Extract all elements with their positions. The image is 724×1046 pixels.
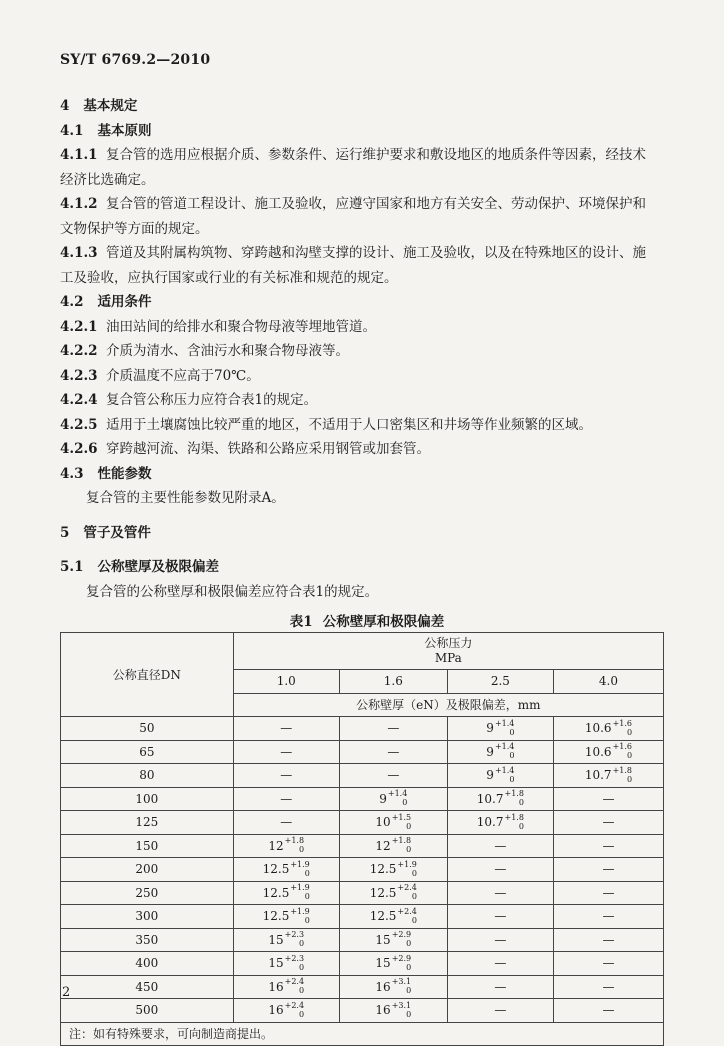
table-header-row	[61, 633, 664, 670]
dn-cell: 200	[61, 858, 234, 882]
lower-deviation: 0	[406, 939, 412, 949]
thickness-cell	[233, 834, 339, 858]
spacer	[60, 511, 674, 521]
thickness-header: 公称壁厚（eN）及极限偏差，mm	[233, 693, 663, 717]
lower-deviation: 0	[402, 798, 408, 808]
thickness-cell	[233, 928, 339, 952]
thickness-cell	[339, 999, 447, 1023]
thickness-cell	[447, 905, 553, 929]
section-heading	[60, 555, 674, 580]
lower-deviation: 0	[406, 821, 412, 831]
dn-cell: 450	[61, 975, 234, 999]
nominal-thickness: 15	[375, 932, 391, 947]
empty-mark: —	[602, 979, 615, 994]
table-row	[61, 717, 664, 741]
standard-code: SY/T 6769.2—2010	[60, 52, 211, 68]
table-row	[61, 999, 664, 1023]
nominal-thickness: 9	[486, 721, 494, 736]
thickness-cell	[339, 764, 447, 788]
thickness-value	[268, 977, 305, 996]
thickness-cell	[553, 811, 663, 835]
clause	[60, 241, 674, 266]
section-text: 基本原则	[97, 122, 152, 139]
lower-deviation: 0	[299, 845, 305, 855]
thickness-cell	[447, 717, 553, 741]
nominal-thickness: 12.5	[369, 885, 397, 900]
pressure-value: 1.6	[339, 670, 447, 694]
thickness-cell	[553, 717, 663, 741]
dn-cell: 50	[61, 717, 234, 741]
thickness-cell	[233, 764, 339, 788]
nominal-thickness: 12.5	[262, 862, 290, 877]
clause	[60, 315, 674, 340]
body-text	[60, 94, 674, 634]
lower-deviation: 0	[299, 986, 305, 996]
section-heading	[60, 462, 674, 487]
section-text: 油田站间的给排水和聚合物母液等埋地管道。	[106, 318, 376, 335]
clause	[60, 437, 674, 462]
upper-deviation: +1.4	[494, 742, 515, 752]
section-text: 介质为清水、含油污水和聚合物母液等。	[106, 343, 349, 359]
nominal-thickness: 16	[268, 979, 284, 994]
section-text: 介质温度不应高于70℃。	[106, 367, 260, 384]
upper-deviation: +1.8	[284, 836, 305, 846]
thickness-value	[375, 977, 412, 996]
section-number: 4.1.3	[60, 245, 98, 261]
table-row	[61, 764, 664, 788]
thickness-value	[476, 789, 525, 808]
page-number: 2	[62, 985, 71, 1000]
thickness-cell	[447, 928, 553, 952]
thickness-cell	[339, 928, 447, 952]
upper-deviation: +3.1	[391, 1000, 412, 1010]
section-text: 复合管的主要性能参数见附录A。	[86, 490, 285, 506]
empty-mark: —	[494, 932, 507, 947]
upper-deviation: +2.3	[284, 930, 305, 940]
table-row	[61, 952, 664, 976]
section-number: 4.1.1	[60, 147, 98, 163]
thickness-cell	[553, 858, 663, 882]
thickness-cell	[339, 787, 447, 811]
section-text: 复合管的选用应根据介质、参数条件、运行维护要求和敷设地区的地质条件等因素，经技术	[106, 147, 646, 163]
lower-deviation: 0	[411, 868, 417, 878]
thickness-value	[268, 930, 305, 949]
lower-deviation: 0	[299, 962, 305, 972]
nominal-thickness: 12	[268, 838, 284, 853]
section-number: 4.3	[60, 465, 84, 482]
thickness-value	[369, 859, 417, 878]
section-text: 穿跨越河流、沟渠、铁路和公路应采用钢管或加套管。	[106, 441, 430, 457]
thickness-cell	[233, 811, 339, 835]
empty-mark: —	[602, 815, 615, 830]
dn-cell: 500	[61, 999, 234, 1023]
clause	[60, 339, 674, 364]
table-row	[61, 881, 664, 905]
table-row	[61, 905, 664, 929]
empty-mark: —	[602, 885, 615, 900]
nominal-thickness: 9	[486, 768, 494, 783]
thickness-cell	[339, 740, 447, 764]
upper-deviation: +1.8	[612, 765, 632, 775]
table-row	[61, 834, 664, 858]
empty-mark: —	[494, 838, 507, 853]
pressure-label: 公称压力	[424, 636, 473, 650]
thickness-cell	[447, 834, 553, 858]
clause-continuation: 文物保护等方面的规定。	[60, 220, 209, 237]
lower-deviation: 0	[304, 915, 310, 925]
empty-mark: —	[494, 885, 507, 900]
clause	[60, 388, 674, 413]
thickness-value	[375, 1000, 412, 1019]
section-text: 基本规定	[83, 98, 138, 114]
dn-cell: 300	[61, 905, 234, 929]
upper-deviation: +2.4	[397, 906, 417, 916]
section-number: 5.1	[60, 559, 84, 575]
section-heading	[60, 521, 674, 546]
section-number: 4.2.1	[60, 318, 98, 335]
upper-deviation: +1.6	[612, 718, 632, 728]
nominal-thickness: 10.6	[584, 721, 612, 736]
thickness-cell	[233, 858, 339, 882]
thickness-value	[486, 742, 515, 761]
thickness-cell	[233, 975, 339, 999]
empty-mark: —	[602, 909, 615, 924]
upper-deviation: +2.9	[391, 953, 412, 963]
dn-cell: 65	[61, 740, 234, 764]
lower-deviation: 0	[627, 751, 633, 761]
thickness-value	[584, 718, 633, 737]
lower-deviation: 0	[509, 774, 515, 784]
dn-cell: 250	[61, 881, 234, 905]
lower-deviation: 0	[406, 962, 412, 972]
thickness-cell	[553, 764, 663, 788]
upper-deviation: +1.6	[612, 742, 632, 752]
table-note: 注：如有特殊要求，可向制造商提出。	[61, 1022, 664, 1046]
table-row	[61, 928, 664, 952]
clause-continuation: 经济比选确定。	[60, 171, 155, 188]
thickness-cell	[339, 834, 447, 858]
spacer	[60, 545, 674, 555]
thickness-value	[486, 718, 515, 737]
nominal-thickness: 16	[375, 1003, 391, 1018]
lower-deviation: 0	[518, 798, 525, 808]
upper-deviation: +2.9	[391, 930, 412, 940]
section-text: 管道及其附属构筑物、穿跨越和沟壁支撑的设计、施工及验收，以及在特殊地区的设计、施	[106, 245, 646, 261]
lower-deviation: 0	[518, 821, 525, 831]
empty-mark: —	[602, 838, 615, 853]
empty-mark: —	[494, 909, 507, 924]
section-number: 4.2.3	[60, 367, 98, 384]
section-number: 4.1	[60, 122, 84, 139]
upper-deviation: +1.9	[290, 859, 310, 869]
table-number: 表1	[289, 614, 313, 630]
thickness-value	[379, 789, 408, 808]
nominal-thickness: 12.5	[369, 862, 397, 877]
upper-deviation: +1.9	[290, 883, 310, 893]
lower-deviation: 0	[509, 751, 515, 761]
section-number: 4.2.6	[60, 441, 98, 457]
empty-mark: —	[280, 791, 293, 806]
thickness-value	[476, 812, 525, 831]
lower-deviation: 0	[299, 939, 305, 949]
empty-mark: —	[387, 721, 400, 736]
upper-deviation: +2.4	[397, 883, 417, 893]
thickness-cell	[553, 834, 663, 858]
lower-deviation: 0	[406, 845, 412, 855]
thickness-cell	[339, 952, 447, 976]
dn-cell: 150	[61, 834, 234, 858]
lower-deviation: 0	[304, 892, 310, 902]
section-number: 4.2.4	[60, 392, 98, 408]
section-text: 复合管公称压力应符合表1的规定。	[106, 392, 318, 408]
lower-deviation: 0	[411, 915, 417, 925]
thickness-cell	[233, 905, 339, 929]
pressure-value: 1.0	[233, 670, 339, 694]
thickness-cell	[233, 787, 339, 811]
table-1	[60, 632, 664, 1046]
section-text: 适用于土壤腐蚀比较严重的地区，不适用于人口密集区和井场等作业频繁的区域。	[106, 416, 592, 433]
nominal-thickness: 12.5	[262, 909, 290, 924]
empty-mark: —	[387, 768, 400, 783]
thickness-value	[375, 953, 412, 972]
thickness-cell	[447, 811, 553, 835]
thickness-cell	[447, 952, 553, 976]
thickness-value	[486, 765, 515, 784]
section-heading	[60, 290, 674, 315]
empty-mark: —	[494, 979, 507, 994]
upper-deviation: +2.3	[284, 953, 305, 963]
nominal-thickness: 12.5	[262, 885, 290, 900]
thickness-cell	[339, 858, 447, 882]
dn-cell: 80	[61, 764, 234, 788]
table-row	[61, 740, 664, 764]
section-number: 5	[60, 524, 70, 541]
thickness-value	[262, 906, 310, 925]
thickness-cell	[339, 975, 447, 999]
empty-mark: —	[387, 744, 400, 759]
thickness-cell	[447, 975, 553, 999]
empty-mark: —	[494, 956, 507, 971]
thickness-cell	[447, 787, 553, 811]
nominal-thickness: 10	[375, 815, 391, 830]
nominal-thickness: 15	[375, 956, 391, 971]
thickness-cell	[233, 952, 339, 976]
empty-mark: —	[280, 721, 293, 736]
pressure-unit: MPa	[434, 651, 462, 665]
upper-deviation: +2.4	[284, 977, 305, 987]
empty-mark: —	[494, 862, 507, 877]
section-text: 性能参数	[97, 465, 152, 482]
empty-mark: —	[280, 815, 293, 830]
section-number: 4.2.5	[60, 416, 98, 433]
nominal-thickness: 9	[486, 744, 494, 759]
nominal-thickness: 12	[375, 838, 391, 853]
nominal-thickness: 16	[375, 979, 391, 994]
nominal-thickness: 16	[268, 1003, 284, 1018]
clause	[60, 143, 674, 168]
nominal-thickness: 10.7	[476, 815, 504, 830]
thickness-cell	[553, 999, 663, 1023]
lower-deviation: 0	[406, 1009, 412, 1019]
clause-continuation: 工及验收，应执行国家或行业的有关标准和规范的规定。	[60, 269, 398, 286]
dn-cell: 400	[61, 952, 234, 976]
section-number: 4.1.2	[60, 196, 98, 212]
clause	[60, 364, 674, 389]
nominal-thickness: 9	[379, 791, 387, 806]
thickness-cell	[339, 881, 447, 905]
thickness-cell	[339, 717, 447, 741]
empty-mark: —	[602, 862, 615, 877]
empty-mark: —	[280, 744, 293, 759]
thickness-cell	[339, 811, 447, 835]
section-number: 4	[60, 98, 70, 114]
section-number: 4.2.2	[60, 343, 98, 359]
thickness-cell	[233, 717, 339, 741]
nominal-thickness: 12.5	[369, 909, 397, 924]
upper-deviation: +1.9	[397, 859, 417, 869]
paragraph	[60, 580, 674, 605]
empty-mark: —	[280, 768, 293, 783]
upper-deviation: +1.5	[391, 812, 412, 822]
nominal-thickness: 15	[268, 932, 284, 947]
thickness-cell	[233, 881, 339, 905]
thickness-cell	[233, 740, 339, 764]
empty-mark: —	[602, 932, 615, 947]
thickness-value	[262, 859, 310, 878]
thickness-cell	[447, 858, 553, 882]
section-text: 管子及管件	[83, 524, 151, 541]
thickness-cell	[553, 905, 663, 929]
table-title-text: 公称壁厚和极限偏差	[322, 614, 445, 630]
table-note-row	[61, 1022, 664, 1046]
upper-deviation: +2.4	[284, 1000, 305, 1010]
thickness-value	[268, 1000, 305, 1019]
lower-deviation: 0	[411, 892, 417, 902]
empty-mark: —	[602, 956, 615, 971]
section-text: 公称壁厚及极限偏差	[97, 559, 219, 575]
clause	[60, 192, 674, 217]
clause	[60, 413, 674, 438]
thickness-value	[369, 906, 417, 925]
thickness-value	[262, 883, 310, 902]
lower-deviation: 0	[627, 727, 633, 737]
thickness-cell	[553, 881, 663, 905]
dn-header: 公称直径DN	[61, 633, 234, 717]
paragraph	[60, 486, 674, 511]
empty-mark: —	[602, 791, 615, 806]
dn-cell: 125	[61, 811, 234, 835]
upper-deviation: +1.4	[494, 765, 515, 775]
thickness-cell	[553, 928, 663, 952]
upper-deviation: +1.8	[391, 836, 412, 846]
thickness-value	[375, 930, 412, 949]
section-heading	[60, 119, 674, 144]
dn-cell: 350	[61, 928, 234, 952]
upper-deviation: +1.8	[504, 789, 524, 799]
section-text: 复合管的公称壁厚和极限偏差应符合表1的规定。	[86, 583, 379, 600]
thickness-cell	[447, 740, 553, 764]
dn-cell: 100	[61, 787, 234, 811]
thickness-cell	[553, 975, 663, 999]
thickness-cell	[553, 952, 663, 976]
pressure-header	[233, 633, 663, 670]
thickness-cell	[447, 999, 553, 1023]
thickness-value	[375, 812, 412, 831]
thickness-value	[268, 953, 305, 972]
thickness-value	[369, 883, 417, 902]
lower-deviation: 0	[509, 727, 515, 737]
thickness-cell	[447, 881, 553, 905]
empty-mark: —	[494, 1003, 507, 1018]
upper-deviation: +1.4	[387, 789, 408, 799]
nominal-thickness: 10.6	[584, 744, 612, 759]
thickness-cell	[447, 764, 553, 788]
table-row	[61, 858, 664, 882]
table-row	[61, 787, 664, 811]
pressure-value: 2.5	[447, 670, 553, 694]
table-row	[61, 811, 664, 835]
pressure-value: 4.0	[553, 670, 663, 694]
section-text: 适用条件	[97, 294, 152, 310]
section-text: 复合管的管道工程设计、施工及验收，应遵守国家和地方有关安全、劳动保护、环境保护和	[106, 196, 646, 212]
thickness-value	[584, 765, 633, 784]
lower-deviation: 0	[299, 1009, 305, 1019]
thickness-cell	[553, 740, 663, 764]
nominal-thickness: 10.7	[476, 791, 504, 806]
thickness-value	[584, 742, 633, 761]
section-number: 4.2	[60, 294, 84, 310]
section-heading	[60, 94, 674, 119]
thickness-cell	[233, 999, 339, 1023]
table-title	[60, 610, 674, 630]
empty-mark: —	[602, 1003, 615, 1018]
thickness-value	[268, 836, 305, 855]
nominal-thickness: 15	[268, 956, 284, 971]
thickness-value	[375, 836, 412, 855]
upper-deviation: +1.9	[290, 906, 310, 916]
thickness-cell	[339, 905, 447, 929]
lower-deviation: 0	[406, 986, 412, 996]
upper-deviation: +1.8	[504, 812, 524, 822]
upper-deviation: +3.1	[391, 977, 412, 987]
lower-deviation: 0	[627, 774, 633, 784]
table-row	[61, 975, 664, 999]
thickness-cell	[553, 787, 663, 811]
lower-deviation: 0	[304, 868, 310, 878]
nominal-thickness: 10.7	[584, 768, 612, 783]
upper-deviation: +1.4	[494, 718, 515, 728]
